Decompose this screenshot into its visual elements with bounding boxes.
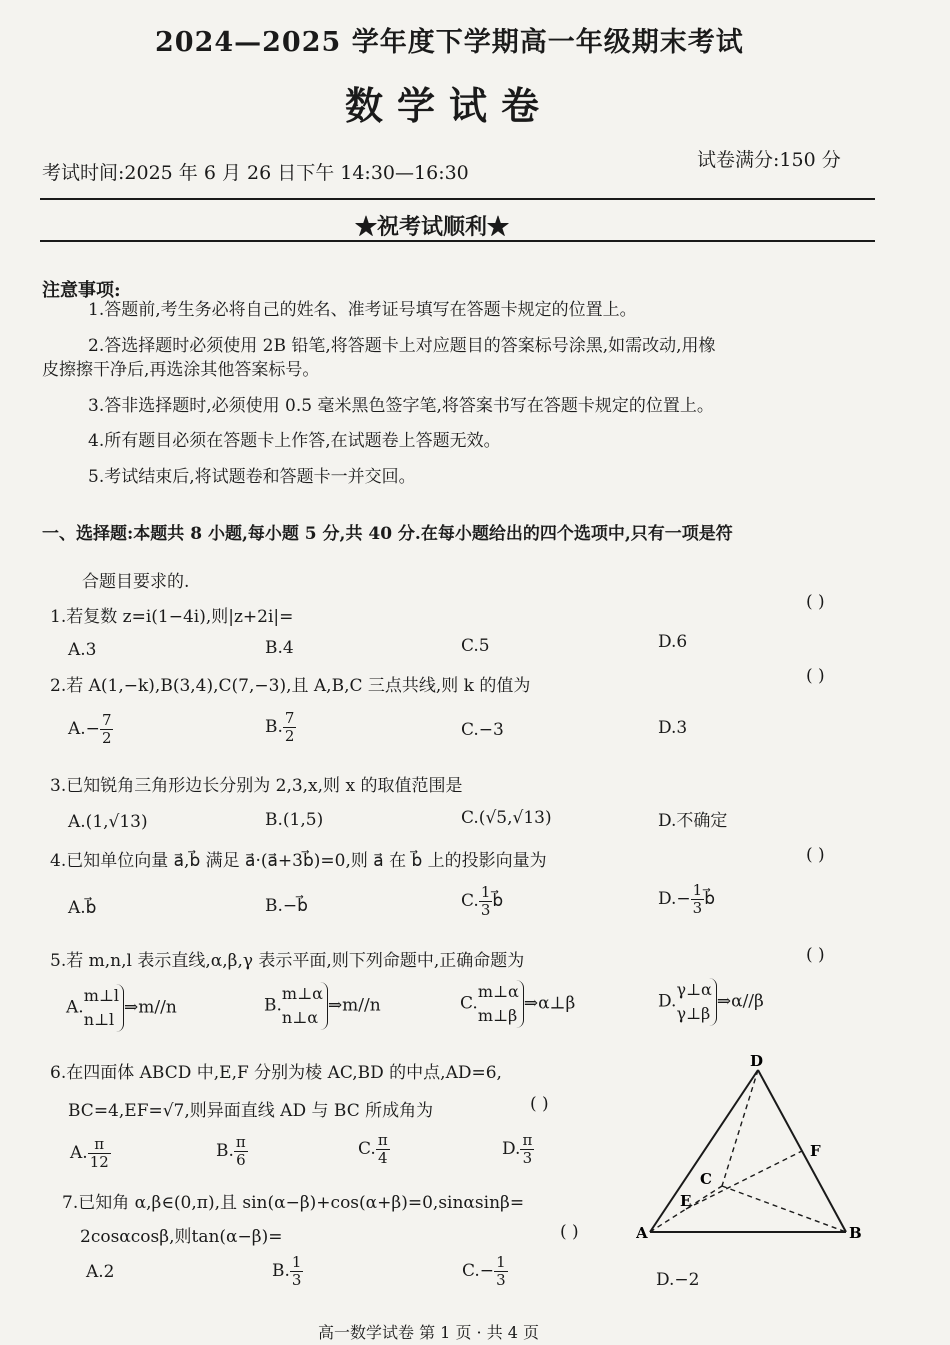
header-rule-top [40,198,875,200]
tetrahedron-figure [636,1050,876,1250]
q2-stem: 2.若 A(1,−k),B(3,4),C(7,−3),且 A,B,C 三点共线,则 k 的值为 [50,676,531,696]
q5-option-a-result: ⇒m//n [124,997,177,1018]
q6-option-b-label: B. [216,1141,234,1161]
system-line-2: n⊥l [83,1010,115,1029]
fraction-numerator: 1 [291,1253,302,1271]
q7-option-c [462,1254,508,1289]
fraction-numerator: π [522,1131,533,1149]
q5-answer-paren: ( ) [806,945,825,965]
section-1-heading-cont: 合题目要求的. [82,572,190,592]
q5-option-b-result: ⇒m//n [327,995,381,1016]
fraction-denominator: 3 [291,1271,302,1289]
fraction-numerator: π [235,1133,246,1151]
fraction-numerator: 1 [480,883,491,901]
q5-option-d-system [676,978,716,1026]
fraction-numerator: 1 [496,1253,506,1271]
q3-stem: 3.已知锐角三角形边长分别为 2,3,x,则 x 的取值范围是 [50,776,463,796]
q5-option-d [658,978,764,1026]
vertex-label-a: A [636,1224,648,1242]
edge-cb-hidden [722,1186,846,1232]
fraction-numerator: π [377,1131,388,1149]
system-line-2: m⊥β [477,1006,518,1025]
q2-option-b [265,710,296,745]
q1-stem: 1.若复数 z=i(1−4i),则|z+2i|= [50,607,294,627]
notice-item-4: 4.所有题目必须在答题卡上作答,在试题卷上答题无效。 [88,431,501,451]
q5-option-c-result: ⇒α⊥β [523,993,576,1014]
q2-option-a-fraction [100,712,114,747]
system-line-2: n⊥α [281,1008,319,1027]
q4-option-d [658,882,715,917]
q5-option-c-system [478,980,524,1028]
q6-stem-line-1: 6.在四面体 ABCD 中,E,F 分别为棱 AC,BD 的中点,AD=6, [50,1063,502,1083]
q4-option-d-label: D.− [658,889,691,909]
fraction-numerator: 7 [101,711,112,729]
q5-option-b-system [282,982,328,1030]
q5-option-a [66,984,177,1032]
fraction-numerator: 1 [692,881,703,899]
fraction-denominator: 2 [101,729,112,747]
page-footer: 高一数学试卷 第 1 页 · 共 4 页 [318,1323,540,1342]
edge-da [650,1070,758,1232]
fraction-denominator: 3 [692,899,703,917]
q5-option-b-label: B. [264,995,282,1016]
q6-option-b-fraction [234,1134,248,1169]
edge-dc-hidden [722,1070,758,1186]
q5-option-d-result: ⇒α//β [716,991,764,1012]
q3-option-a: A.(1,√13) [68,812,148,832]
q6-option-c-label: C. [358,1139,376,1159]
q6-option-c [358,1132,390,1167]
q6-option-a-fraction [88,1136,111,1171]
system-line-1: m⊥α [281,984,323,1003]
q4-option-b: B.−b⃗ [265,896,308,916]
system-line-1: m⊥α [477,982,519,1001]
q5-option-c [460,980,575,1028]
q2-option-a-label: A.− [68,719,100,739]
vertex-label-d: D [750,1052,764,1070]
q4-option-d-vector: b⃗ [704,889,716,909]
q7-option-a: A.2 [86,1262,115,1282]
exam-time: 考试时间:2025 年 6 月 26 日下午 14:30—16:30 [42,162,469,184]
q4-option-c-fraction [479,884,493,919]
section-1-heading: 一、选择题:本题共 8 小题,每小题 5 分,共 40 分.在每小题给出的四个选项中,只有一项是符 [42,524,733,544]
exam-title: 2024—2025 学年度下学期高一年级期末考试 [155,27,744,58]
q6-option-b [216,1134,248,1169]
notice-item-1: 1.答题前,考生务必将自己的姓名、准考证号填写在答题卡规定的位置上。 [88,300,637,320]
system-line-2: γ⊥β [676,1004,711,1023]
q7-option-b-fraction [290,1254,304,1289]
q1-answer-paren: ( ) [806,592,825,612]
q6-answer-paren: ( ) [530,1094,549,1114]
q4-option-c-label: C. [461,891,479,911]
q4-option-d-fraction [691,882,705,917]
fraction-denominator: 4 [377,1149,388,1167]
q4-stem: 4.已知单位向量 a⃗,b⃗ 满足 a⃗·(a⃗+3b⃗)=0,则 a⃗ 在 b⃗ 上的投影向量为 [50,851,547,871]
q3-option-c: C.(√5,√13) [461,808,552,828]
fraction-denominator: 12 [89,1153,109,1171]
q2-answer-paren: ( ) [806,666,825,686]
notice-heading: 注意事项: [42,280,121,301]
q1-option-d: D.6 [658,632,688,652]
q2-option-d: D.3 [658,718,688,738]
fraction-denominator: 2 [284,727,295,745]
subject-title: 数学试卷 [345,83,554,128]
notice-item-2: 2.答选择题时必须使用 2B 铅笔,将答题卡上对应题目的答案标号涂黑,如需改动,用橡 [88,336,716,356]
q6-option-a [70,1136,111,1171]
point-label-f: F [810,1142,821,1160]
good-luck-banner: ★祝考试顺利★ [355,214,510,240]
q7-option-d: D.−2 [656,1270,700,1290]
q4-answer-paren: ( ) [806,845,825,865]
q7-answer-paren: ( ) [560,1222,579,1242]
notice-item-2-cont: 皮擦擦干净后,再选涂其他答案标号。 [42,360,320,380]
fraction-denominator: 3 [496,1271,506,1289]
system-line-1: m⊥l [83,986,120,1005]
q2-option-b-label: B. [265,717,283,737]
q6-option-d [502,1132,534,1167]
q4-option-c-vector: b⃗ [492,891,504,911]
q7-option-b-label: B. [272,1261,290,1281]
fraction-numerator: 7 [284,709,295,727]
q1-option-b: B.4 [265,638,294,658]
q5-option-a-label: A. [66,997,84,1018]
q1-option-c: C.5 [461,636,490,656]
q4-option-a: A.b⃗ [68,898,97,918]
q2-option-c: C.−3 [461,720,504,740]
vertex-label-c: C [700,1170,712,1188]
q5-option-d-label: D. [658,991,677,1012]
fraction-denominator: 6 [236,1151,246,1169]
notice-item-5: 5.考试结束后,将试题卷和答题卡一并交回。 [88,467,416,487]
fraction-denominator: 3 [522,1149,533,1167]
notice-item-3: 3.答非选择题时,必须使用 0.5 毫米黑色签字笔,将答案书写在答题卡规定的位置上。 [88,396,714,416]
q6-option-d-label: D. [502,1139,521,1159]
q2-option-a [68,712,113,747]
q7-option-b [272,1254,303,1289]
fraction-denominator: 3 [480,901,491,919]
q6-option-a-label: A. [70,1143,88,1163]
q3-option-d: D.不确定 [658,811,728,831]
fraction-numerator: π [88,1136,111,1154]
q3-option-b: B.(1,5) [265,810,324,830]
vertex-label-b: B [849,1224,862,1242]
q6-option-c-fraction [376,1132,390,1167]
q7-option-c-fraction [494,1254,508,1289]
point-label-e: E [680,1192,692,1210]
q1-option-a: A.3 [68,640,97,660]
q4-option-c [461,884,503,919]
q5-option-a-system [84,984,124,1032]
q7-stem-line-1: 7.已知角 α,β∈(0,π),且 sin(α−β)+cos(α+β)=0,sinαsinβ= [62,1193,525,1213]
q2-option-b-fraction [283,710,297,745]
q6-stem-line-2: BC=4,EF=√7,则异面直线 AD 与 BC 所成角为 [68,1101,434,1121]
system-line-1: γ⊥α [676,980,712,999]
q7-stem-line-2: 2cosαcosβ,则tan(α−β)= [80,1227,283,1247]
q5-stem: 5.若 m,n,l 表示直线,α,β,γ 表示平面,则下列命题中,正确命题为 [50,951,525,971]
q6-option-d-fraction [520,1132,534,1167]
q5-option-c-label: C. [460,993,478,1014]
q5-option-b [264,982,381,1030]
header-rule-bottom [40,240,875,242]
full-score: 试卷满分:150 分 [697,149,841,171]
q7-option-c-label: C.− [462,1261,495,1281]
